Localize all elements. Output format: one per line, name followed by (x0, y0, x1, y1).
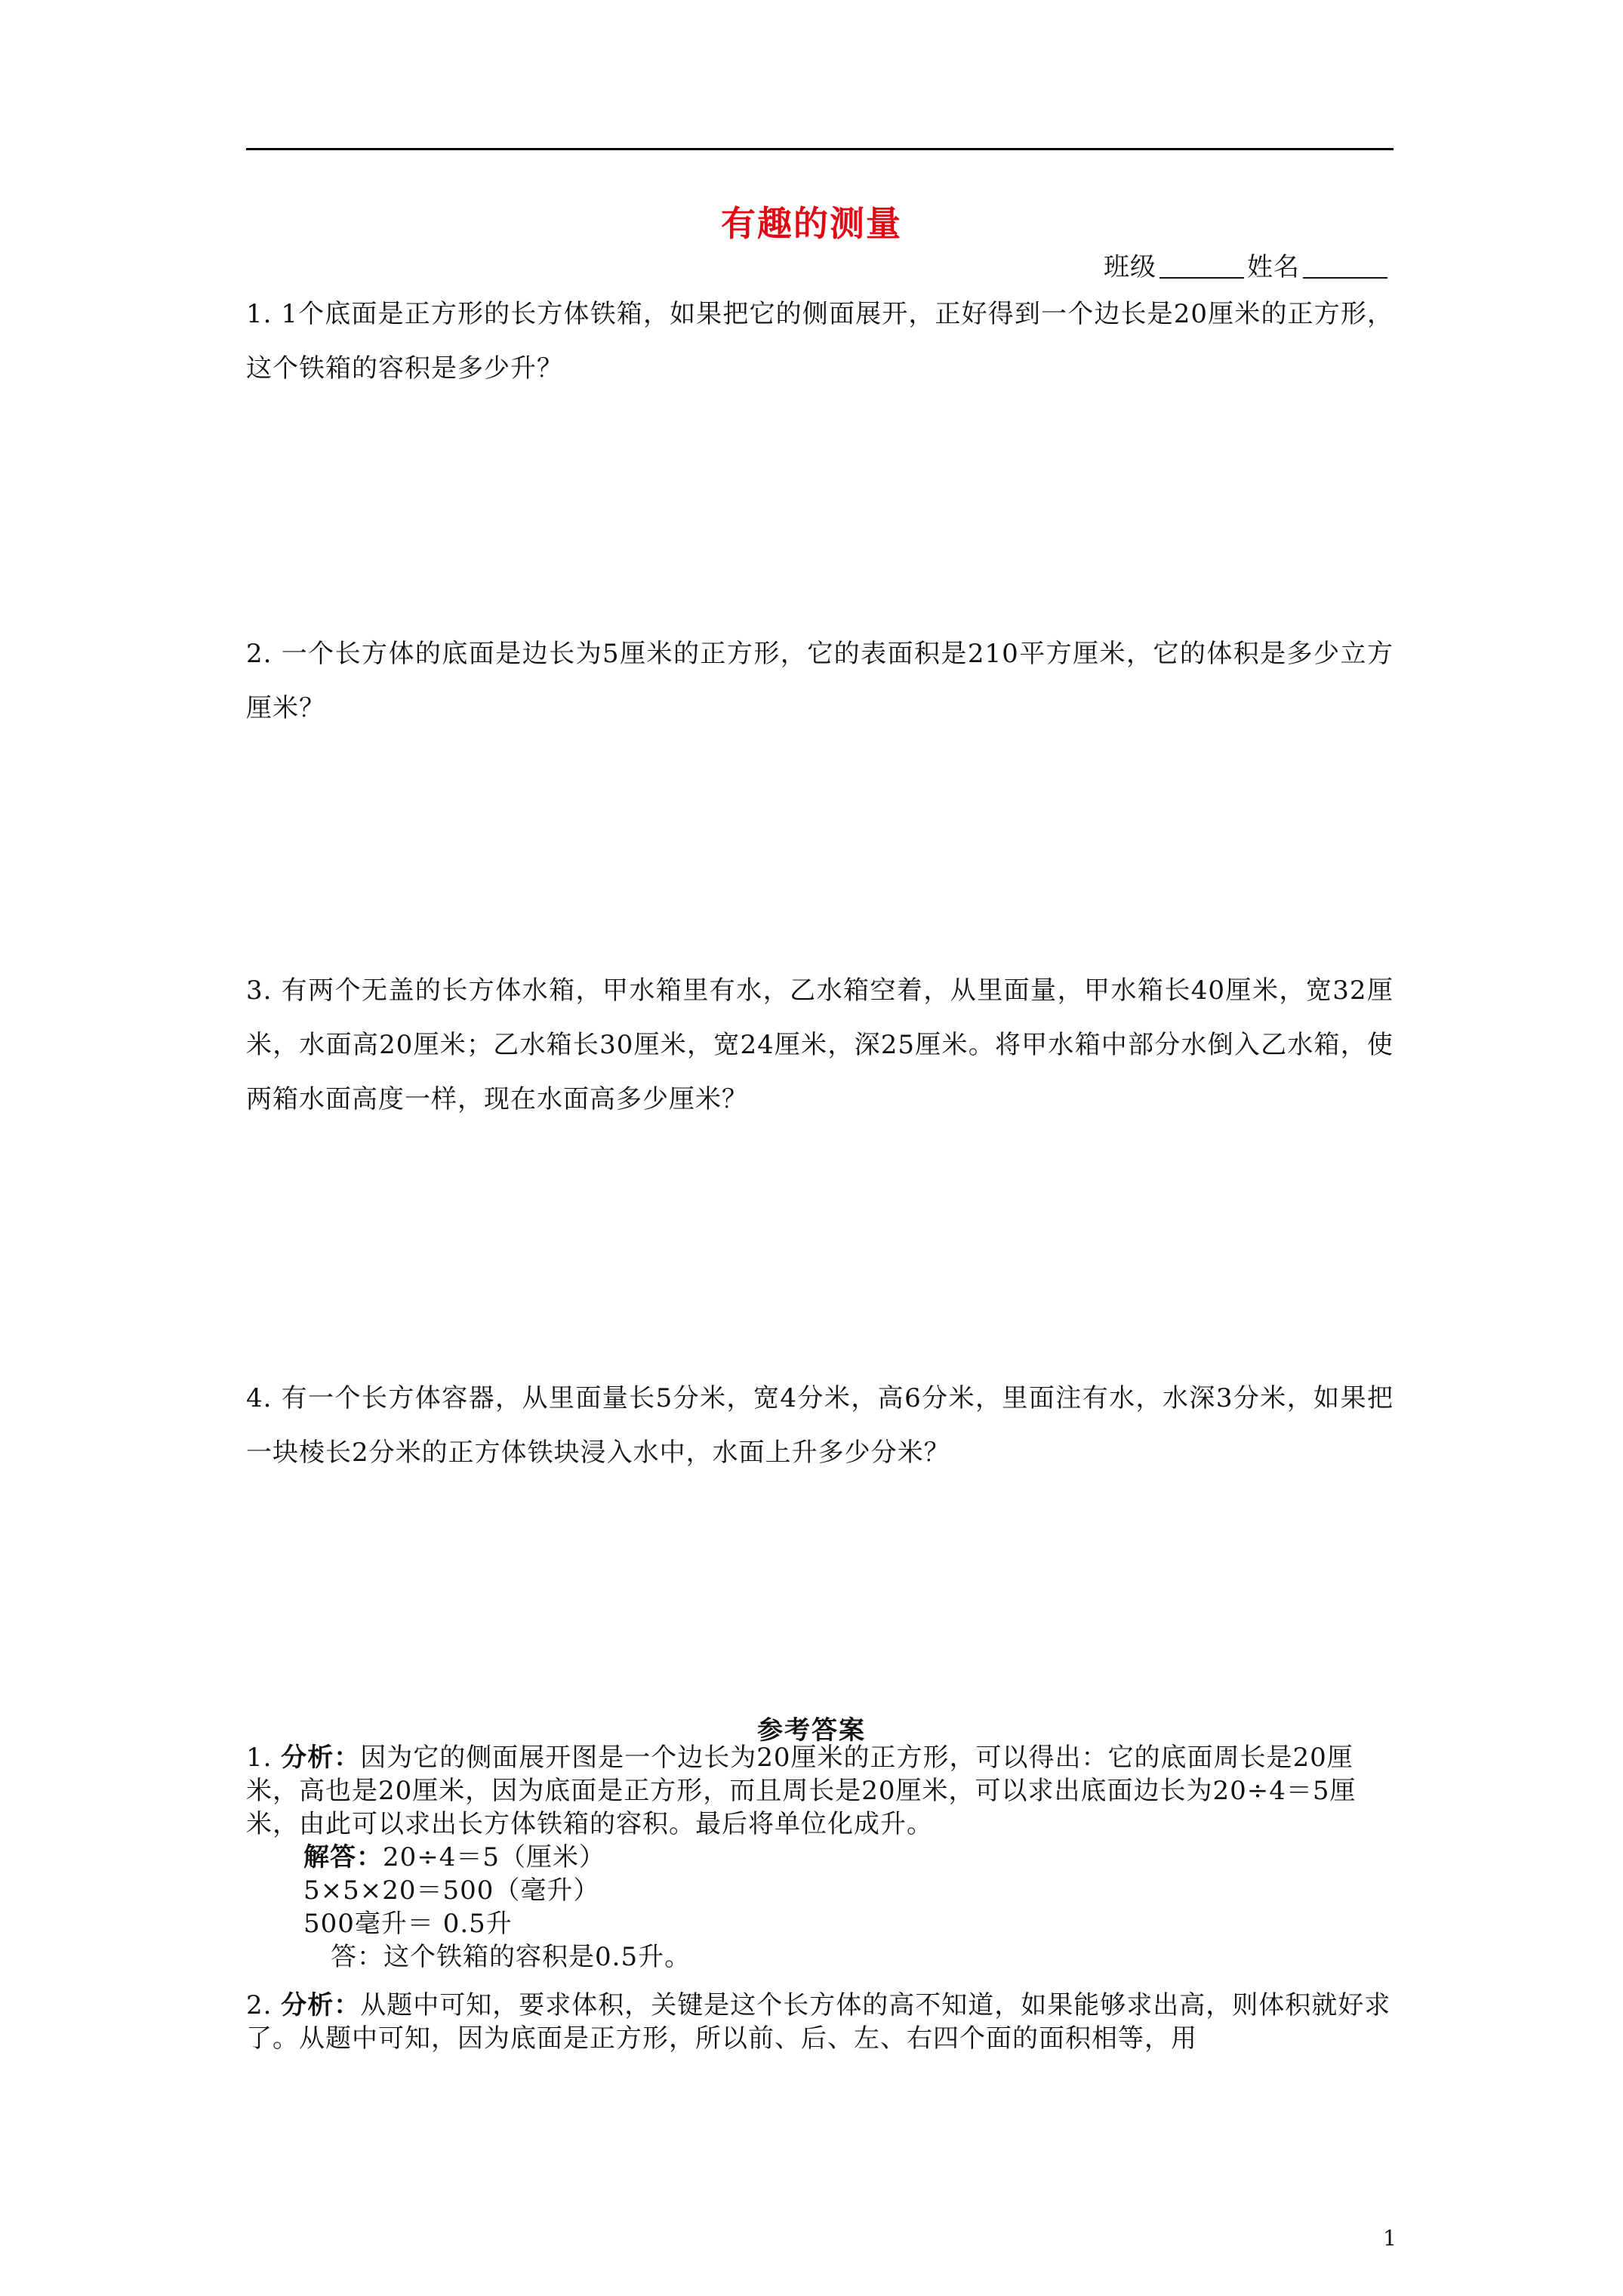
question-3: 3. 有两个无盖的长方体水箱，甲水箱里有水，乙水箱空着，从里面量，甲水箱长40厘米，宽32厘米，水面高20厘米；乙水箱长30厘米，宽24厘米，深25厘米。将甲水箱中部分水倒入乙水箱，使两箱水面高度一样，现在水面高多少厘米？ (246, 975, 1394, 1114)
header-rule (246, 148, 1394, 150)
answer-2-analysis-label: 分析： (281, 1990, 361, 2020)
answer-1-line-4: 答：这个铁箱的容积是0.5升。 (331, 1942, 691, 1972)
answer-1-line-3: 500毫升＝ 0.5升 (303, 1909, 513, 1939)
question-2: 2. 一个长方体的底面是边长为5厘米的正方形，它的表面积是210平方厘米，它的体积是多少立方厘米？ (246, 639, 1394, 723)
answer-1-analysis (246, 1741, 1394, 1841)
class-blank[interactable] (1160, 254, 1244, 279)
class-label: 班级 (1104, 252, 1156, 282)
name-blank[interactable] (1303, 254, 1387, 279)
answers-title: 参考答案 (757, 1715, 866, 1746)
answer-1-line-1: 20÷4＝5（厘米） (383, 1842, 606, 1872)
answer-1-line-2: 5×5×20＝500（毫升） (303, 1875, 600, 1906)
answer-1-analysis-text: 因为它的侧面展开图是一个边长为20厘米的正方形，可以得出：它的底面周长是20厘米，高也是20厘米，因为底面是正方形，而且周长是20厘米，可以求出底面边长为20÷4＝5厘米，由此可以求出长方体铁箱的容积。最后将单位化成升。 (246, 1743, 1357, 1839)
question-4: 4. 有一个长方体容器，从里面量长5分米，宽4分米，高6分米，里面注有水，水深3分米，如果把一块棱长2分米的正方体铁块浸入水中，水面上升多少分米？ (246, 1383, 1394, 1468)
document-title: 有趣的测量 (721, 203, 902, 244)
answer-2-number: 2. (246, 1990, 273, 2020)
name-label: 姓名 (1247, 252, 1300, 282)
answer-1 (246, 1741, 1394, 1974)
class-name-fields (1104, 246, 1390, 283)
answer-1-number: 1. (246, 1743, 273, 1773)
answer-2-analysis-text: 从题中可知，要求体积，关键是这个长方体的高不知道，如果能够求出高，则体积就好求了。从题中可知，因为底面是正方形，所以前、后、左、右四个面的面积相等，用 (246, 1990, 1391, 2054)
answer-2 (246, 1989, 1394, 2055)
page-number: 1 (1383, 2226, 1397, 2251)
answer-1-analysis-label: 分析： (281, 1743, 361, 1773)
answer-1-solution (246, 1841, 1394, 1874)
answer-1-solution-label: 解答： (303, 1842, 383, 1872)
question-1: 1. 1个底面是正方形的长方体铁箱，如果把它的侧面展开，正好得到一个边长是20厘米的正方形，这个铁箱的容积是多少升？ (246, 299, 1394, 384)
